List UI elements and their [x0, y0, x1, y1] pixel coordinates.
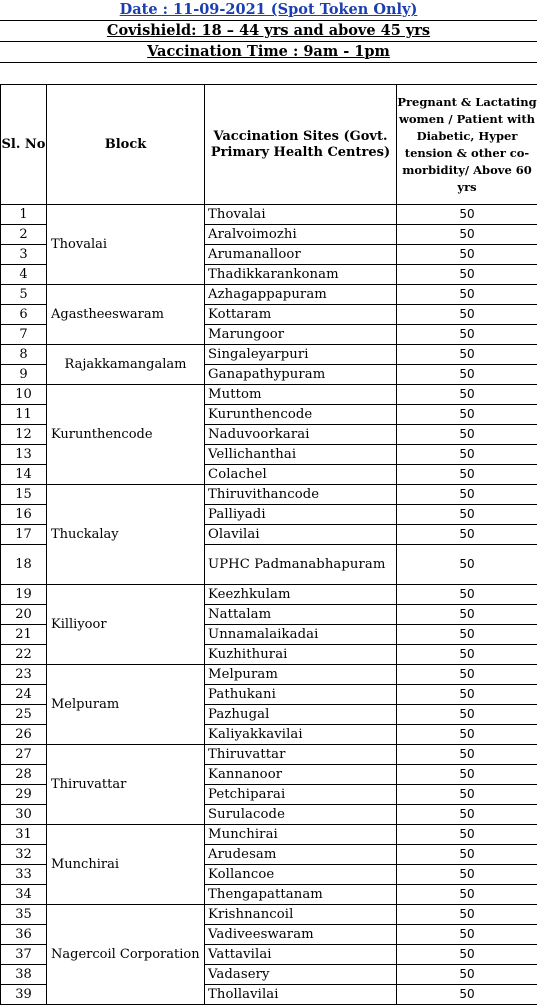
column-header-sites: Vaccination Sites (Govt. Primary Health Centres) [205, 85, 397, 205]
sl-no-cell: 26 [1, 725, 47, 745]
sl-no-cell: 21 [1, 625, 47, 645]
sl-no-cell: 20 [1, 605, 47, 625]
table-row [1, 665, 537, 685]
count-cell: 50 [397, 665, 537, 685]
site-cell: Kuzhithurai [205, 645, 397, 665]
sl-no-cell: 25 [1, 705, 47, 725]
site-cell: Singaleyarpuri [205, 345, 397, 365]
site-cell: Vattavilai [205, 945, 397, 965]
count-cell: 50 [397, 645, 537, 665]
site-cell: Palliyadi [205, 505, 397, 525]
sl-no-cell: 11 [1, 405, 47, 425]
site-cell: Naduvoorkarai [205, 425, 397, 445]
block-cell: Melpuram [47, 665, 205, 745]
count-cell: 50 [397, 985, 537, 1005]
site-cell: Marungoor [205, 325, 397, 345]
site-cell: UPHC Padmanabhapuram [205, 545, 397, 585]
date-heading: Date : 11-09-2021 (Spot Token Only) [0, 0, 537, 20]
count-cell: 50 [397, 225, 537, 245]
table-row [1, 345, 537, 365]
site-cell: Muttom [205, 385, 397, 405]
site-cell: Colachel [205, 465, 397, 485]
sl-no-cell: 27 [1, 745, 47, 765]
count-cell: 50 [397, 425, 537, 445]
sl-no-cell: 37 [1, 945, 47, 965]
count-cell: 50 [397, 385, 537, 405]
sl-no-cell: 9 [1, 365, 47, 385]
table-body [1, 205, 537, 1005]
table-row [1, 285, 537, 305]
count-cell: 50 [397, 765, 537, 785]
table-row [1, 905, 537, 925]
sl-no-cell: 15 [1, 485, 47, 505]
sl-no-cell: 7 [1, 325, 47, 345]
site-cell: Krishnancoil [205, 905, 397, 925]
count-cell: 50 [397, 865, 537, 885]
table-header-row [1, 85, 537, 205]
site-cell: Ganapathypuram [205, 365, 397, 385]
table-row [1, 485, 537, 505]
site-cell: Thiruvithancode [205, 485, 397, 505]
count-cell: 50 [397, 885, 537, 905]
block-cell: Thuckalay [47, 485, 205, 585]
block-cell: Nagercoil Corporation [47, 905, 205, 1005]
site-cell: Kottaram [205, 305, 397, 325]
column-header-priority: Pregnant & Lactating women / Patient with Diabetic, Hyper tension & other co-morbidity/ Above 60 yrs [397, 85, 537, 205]
count-cell: 50 [397, 905, 537, 925]
sl-no-cell: 14 [1, 465, 47, 485]
sl-no-cell: 16 [1, 505, 47, 525]
count-cell: 50 [397, 465, 537, 485]
table-row [1, 745, 537, 765]
site-cell: Kurunthencode [205, 405, 397, 425]
sl-no-cell: 34 [1, 885, 47, 905]
sl-no-cell: 17 [1, 525, 47, 545]
sl-no-cell: 8 [1, 345, 47, 365]
sl-no-cell: 36 [1, 925, 47, 945]
site-cell: Thengapattanam [205, 885, 397, 905]
site-cell: Melpuram [205, 665, 397, 685]
sl-no-cell: 29 [1, 785, 47, 805]
count-cell: 50 [397, 345, 537, 365]
sl-no-cell: 12 [1, 425, 47, 445]
site-cell: Arudesam [205, 845, 397, 865]
count-cell: 50 [397, 705, 537, 725]
count-cell: 50 [397, 365, 537, 385]
sl-no-cell: 32 [1, 845, 47, 865]
count-cell: 50 [397, 405, 537, 425]
count-cell: 50 [397, 725, 537, 745]
block-cell: Thiruvattar [47, 745, 205, 825]
count-cell: 50 [397, 805, 537, 825]
count-cell: 50 [397, 245, 537, 265]
site-cell: Kannanoor [205, 765, 397, 785]
site-cell: Unnamalaikadai [205, 625, 397, 645]
table-row [1, 825, 537, 845]
site-cell: Kaliyakkavilai [205, 725, 397, 745]
count-cell: 50 [397, 965, 537, 985]
sl-no-cell: 38 [1, 965, 47, 985]
site-cell: Vellichanthai [205, 445, 397, 465]
sl-no-cell: 18 [1, 545, 47, 585]
count-cell: 50 [397, 745, 537, 765]
sl-no-cell: 2 [1, 225, 47, 245]
sl-no-cell: 31 [1, 825, 47, 845]
site-cell: Keezhkulam [205, 585, 397, 605]
column-header-block: Block [47, 85, 205, 205]
count-cell: 50 [397, 265, 537, 285]
count-cell: 50 [397, 445, 537, 465]
count-cell: 50 [397, 945, 537, 965]
table-row [1, 585, 537, 605]
count-cell: 50 [397, 305, 537, 325]
site-cell: Arumanalloor [205, 245, 397, 265]
sl-no-cell: 39 [1, 985, 47, 1005]
sl-no-cell: 22 [1, 645, 47, 665]
site-cell: Nattalam [205, 605, 397, 625]
sl-no-cell: 1 [1, 205, 47, 225]
sl-no-cell: 33 [1, 865, 47, 885]
site-cell: Thiruvattar [205, 745, 397, 765]
site-cell: Thovalai [205, 205, 397, 225]
site-cell: Surulacode [205, 805, 397, 825]
count-cell: 50 [397, 505, 537, 525]
block-cell: Killiyoor [47, 585, 205, 665]
count-cell: 50 [397, 785, 537, 805]
time-heading: Vaccination Time : 9am - 1pm [0, 42, 537, 62]
site-cell: Petchiparai [205, 785, 397, 805]
count-cell: 50 [397, 685, 537, 705]
sl-no-cell: 4 [1, 265, 47, 285]
sl-no-cell: 13 [1, 445, 47, 465]
site-cell: Thollavilai [205, 985, 397, 1005]
site-cell: Olavilai [205, 525, 397, 545]
sl-no-cell: 3 [1, 245, 47, 265]
site-cell: Pazhugal [205, 705, 397, 725]
vaccine-heading: Covishield: 18 – 44 yrs and above 45 yrs [0, 21, 537, 41]
site-cell: Aralvoimozhi [205, 225, 397, 245]
count-cell: 50 [397, 585, 537, 605]
site-cell: Pathukani [205, 685, 397, 705]
count-cell: 50 [397, 285, 537, 305]
table-row [1, 205, 537, 225]
block-cell: Rajakkamangalam [47, 345, 205, 385]
count-cell: 50 [397, 205, 537, 225]
block-cell: Thovalai [47, 205, 205, 285]
count-cell: 50 [397, 485, 537, 505]
sl-no-cell: 5 [1, 285, 47, 305]
count-cell: 50 [397, 525, 537, 545]
sl-no-cell: 6 [1, 305, 47, 325]
sl-no-cell: 10 [1, 385, 47, 405]
site-cell: Azhagappapuram [205, 285, 397, 305]
site-cell: Munchirai [205, 825, 397, 845]
count-cell: 50 [397, 925, 537, 945]
table-row [1, 385, 537, 405]
count-cell: 50 [397, 625, 537, 645]
sl-no-cell: 28 [1, 765, 47, 785]
block-cell: Munchirai [47, 825, 205, 905]
count-cell: 50 [397, 545, 537, 585]
sl-no-cell: 24 [1, 685, 47, 705]
count-cell: 50 [397, 325, 537, 345]
sl-no-cell: 35 [1, 905, 47, 925]
column-header-sl-no: Sl. No [1, 85, 47, 205]
vaccination-sites-table [0, 84, 537, 1005]
site-cell: Vadasery [205, 965, 397, 985]
site-cell: Vadiveeswaram [205, 925, 397, 945]
block-cell: Kurunthencode [47, 385, 205, 485]
site-cell: Kollancoe [205, 865, 397, 885]
count-cell: 50 [397, 825, 537, 845]
sl-no-cell: 19 [1, 585, 47, 605]
sl-no-cell: 23 [1, 665, 47, 685]
block-cell: Agastheeswaram [47, 285, 205, 345]
count-cell: 50 [397, 845, 537, 865]
count-cell: 50 [397, 605, 537, 625]
sl-no-cell: 30 [1, 805, 47, 825]
site-cell: Thadikkarankonam [205, 265, 397, 285]
